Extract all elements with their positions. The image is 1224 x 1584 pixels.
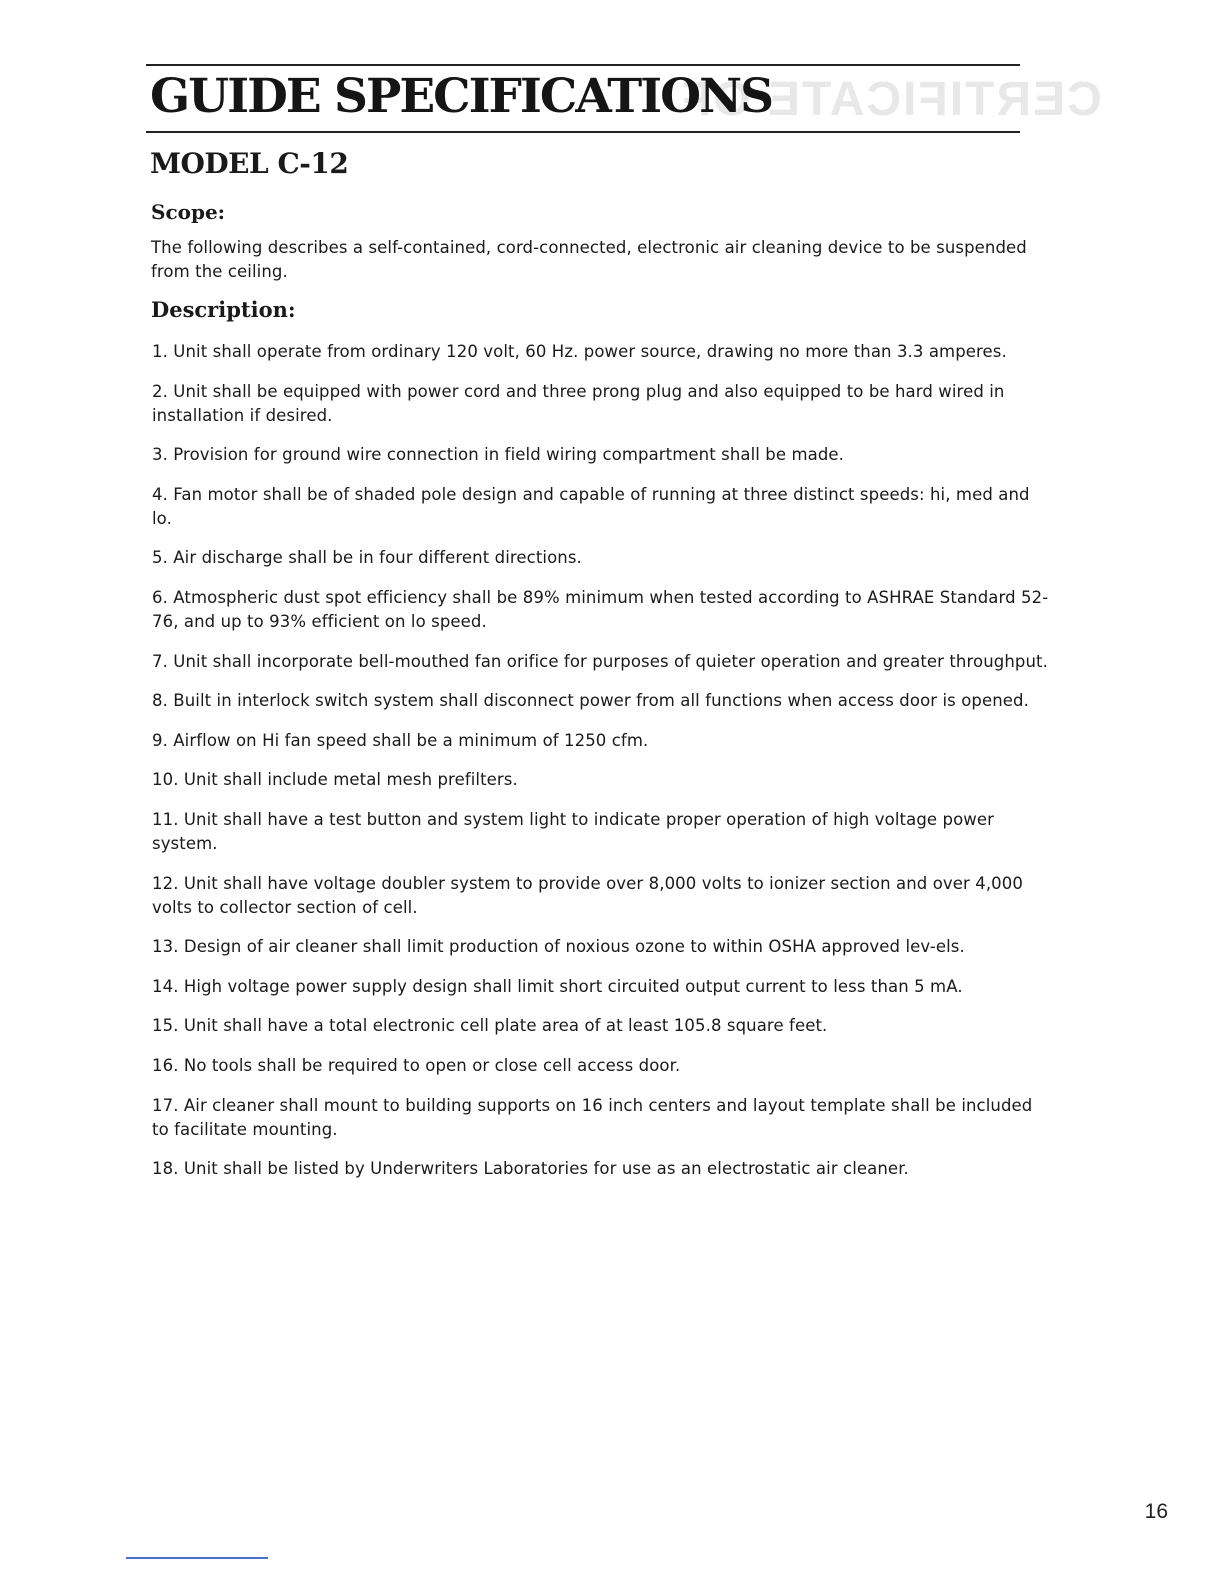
spec-item: 14. High voltage power supply design shall limit short circuited output current to less than 5 mA.: [152, 976, 963, 996]
spec-item: 2. Unit shall be equipped with power cord and three prong plug and also equipped to be hard wired in installation if desired.: [152, 381, 1005, 425]
page-title: GUIDE SPECIFICATIONS: [150, 69, 773, 124]
spec-item: 15. Unit shall have a total electronic cell plate area of at least 105.8 square feet.: [152, 1016, 828, 1036]
page-number: 16: [1144, 1500, 1168, 1523]
spec-item: 13. Design of air cleaner shall limit production of noxious ozone to within OSHA approved lev-els.: [152, 937, 965, 957]
spec-item: 11. Unit shall have a test button and system light to indicate proper operation of high voltage power system.: [152, 809, 995, 853]
spec-item: 1. Unit shall operate from ordinary 120 volt, 60 Hz. power source, drawing no more than 3.3 amperes.: [152, 342, 1007, 361]
spec-item: 8. Built in interlock switch system shall disconnect power from all functions when access door is opened.: [152, 691, 1029, 711]
spec-item: 3. Provision for ground wire connection in field wiring compartment shall be made.: [152, 445, 845, 465]
spec-item: 9. Airflow on Hi fan speed shall be a minimum of 1250 cfm.: [152, 730, 649, 750]
show-through-text: CERTIFICATE OF: [680, 73, 1102, 126]
scope-text: The following describes a self-contained, cord-connected, electronic air cleaning device to be suspended from the ceiling.: [151, 238, 1027, 281]
title-rule: [146, 131, 1020, 133]
bottom-edge-line: [126, 1557, 268, 1559]
spec-item: 16. No tools shall be required to open or close cell access door.: [152, 1055, 681, 1075]
spec-item: 7. Unit shall incorporate bell-mouthed fan orifice for purposes of quieter operation and greater throughput.: [152, 651, 1048, 671]
spec-item: 5. Air discharge shall be in four different directions.: [152, 548, 582, 568]
specification-list: [152, 340, 1052, 1197]
spec-item: 18. Unit shall be listed by Underwriters Laboratories for use as an electrostatic air cleaner.: [152, 1159, 909, 1179]
scope-heading: Scope:: [151, 200, 226, 224]
description-heading: Description:: [151, 297, 296, 322]
spec-item: 12. Unit shall have voltage doubler system to provide over 8,000 volts to ionizer section and over 4,000 volts to collector section of cell.: [152, 873, 1023, 917]
spec-item: 4. Fan motor shall be of shaded pole design and capable of running at three distinct speeds: hi, med and lo.: [152, 484, 1030, 528]
model-heading: MODEL C-12: [150, 147, 349, 180]
spec-item: 10. Unit shall include metal mesh prefilters.: [152, 770, 518, 790]
spec-item: 6. Atmospheric dust spot efficiency shall be 89% minimum when tested according to ASHRAE Standard 52-76, and up to 93% efficient on lo speed.: [152, 587, 1049, 631]
spec-item: 17. Air cleaner shall mount to building supports on 16 inch centers and layout template shall be included to facilitate mounting.: [152, 1095, 1033, 1139]
